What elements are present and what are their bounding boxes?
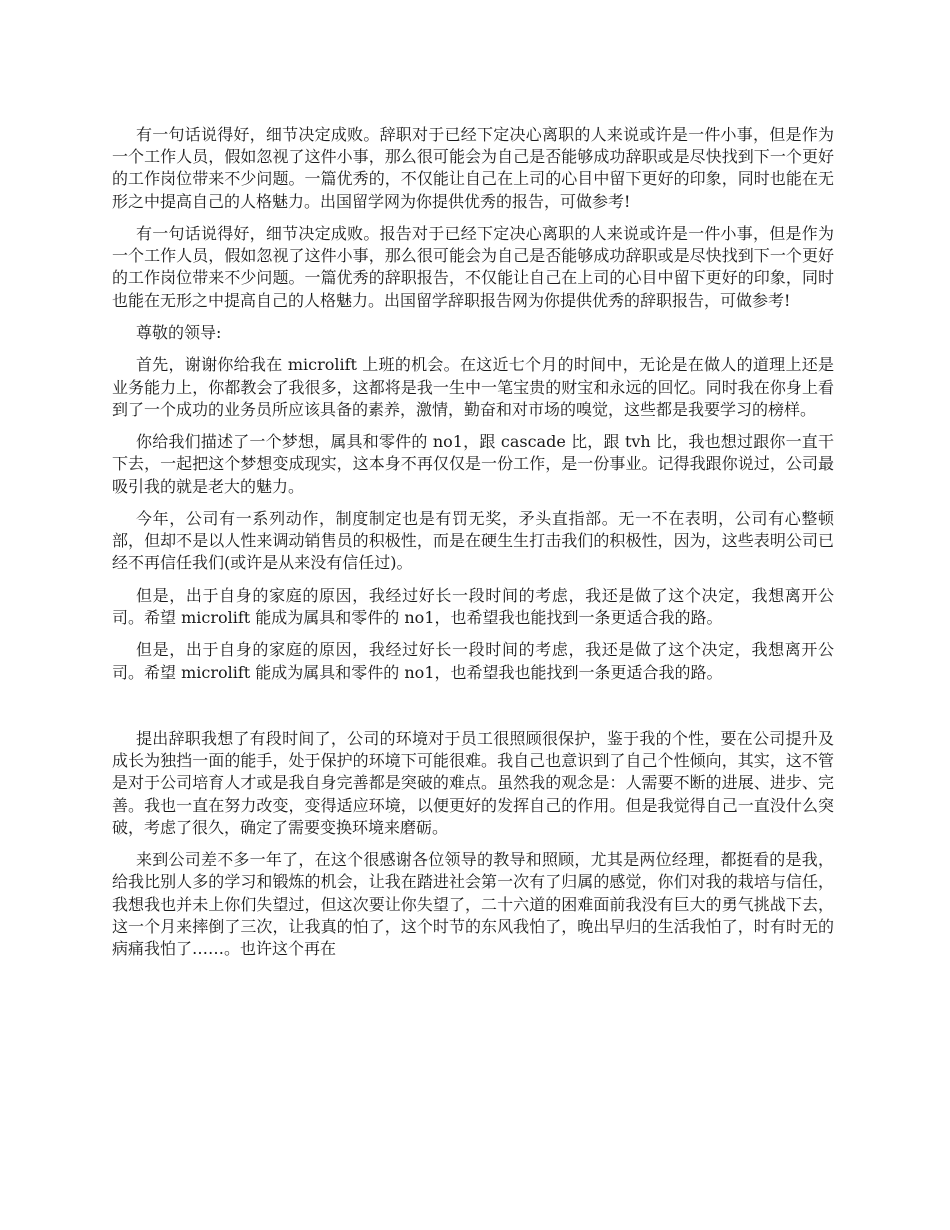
second-letter-paragraph-1: 提出辞职我想了有段时间了，公司的环境对于员工很照顾很保护，鉴于我的个性，要在公司提升及成长为独挡一面的能手，处于保护的环境下可能很难。我自己也意识到了自己个性倾向，其实，这不管是对于公司培育人才或是我自身完善都是突破的难点。虽然我的观念是：人需要不断的进展、进步、完善。我也一直在努力改变，变得适应环境，以便更好的发挥自己的作用。但是我觉得自己一直没什么突破，考虑了很久，确定了需要变换环境来磨砺。 (112, 728, 834, 837)
document-body (112, 124, 834, 970)
intro-paragraph-1: 有一句话说得好，细节决定成败。辞职对于已经下定决心离职的人来说或许是一件小事，但是作为一个工作人员，假如忽视了这件小事，那么很可能会为自己是否能够成功辞职或是尽快找到下一个更好的工作岗位带来不少问题。一篇优秀的，不仅能让自己在上司的心目中留下更好的印象，同时也能在无形之中提高自己的人格魅力。出国留学网为你提供优秀的报告，可做参考! (112, 125, 834, 211)
letter-paragraph-dream: 你给我们描述了一个梦想，属具和零件的 no1，跟 cascade 比，跟 tvh 比，我也想过跟你一直干下去，一起把这个梦想变成现实，这本身不再仅仅是一份工作，是一份事业。记得我跟你说过，公司最吸引我的就是老大的魅力。 (112, 432, 834, 496)
salutation: 尊敬的领导: (136, 323, 222, 342)
intro-paragraph-2: 有一句话说得好，细节决定成败。报告对于已经下定决心离职的人来说或许是一件小事，但是作为一个工作人员，假如忽视了这件小事，那么很可能会为自己是否能够成功辞职或是尽快找到下一个更好的工作岗位带来不少问题。一篇优秀的辞职报告，不仅能让自己在上司的心目中留下更好的印象，同时也能在无形之中提高自己的人格魅力。出国留学辞职报告网为你提供优秀的辞职报告，可做参考! (112, 224, 834, 310)
letter-paragraph-policy: 今年，公司有一系列动作，制度制定也是有罚无奖，矛头直指部。无一不在表明，公司有心整顿部，但却不是以人性来调动销售员的积极性，而是在硬生生打击我们的积极性，因为，这些表明公司已经不再信任我们(或许是从来没有信任过)。 (112, 508, 834, 573)
letter-paragraph-decision: 但是，出于自身的家庭的原因，我经过好长一段时间的考虑，我还是做了这个决定，我想离开公司。希望 microlift 能成为属具和零件的 no1，也希望我也能找到一条更适合我的路。 (112, 585, 834, 627)
section-spacer (112, 694, 834, 728)
letter-paragraph-decision-repeat: 但是，出于自身的家庭的原因，我经过好长一段时间的考虑，我还是做了这个决定，我想离开公司。希望 microlift 能成为属具和零件的 no1，也希望我也能找到一条更适合我的路。 (112, 640, 834, 682)
second-letter-paragraph-2: 来到公司差不多一年了，在这个很感谢各位领导的教导和照顾，尤其是两位经理，都挺看的是我，给我比别人多的学习和锻炼的机会，让我在踏进社会第一次有了归属的感觉，你们对我的栽培与信任，我想我也并未上你们失望过，但这次要让你失望了，二十六道的困难面前我没有巨大的勇气挑战下去，这一个月来摔倒了三次，让我真的怕了，这个时节的东风我怕了，晚出早归的生活我怕了，时有时无的病痛我怕了……。也许这个再在 (112, 850, 834, 958)
letter-paragraph-thanks: 首先，谢谢你给我在 microlift 上班的机会。在这近七个月的时间中，无论是在做人的道理上还是业务能力上，你都教会了我很多，这都将是我一生中一笔宝贵的财宝和永远的回忆。同时我在你身上看到了一个成功的业务员所应该具备的素养，激情，勤奋和对市场的嗅觉，这些都是我要学习的榜样。 (112, 355, 834, 419)
